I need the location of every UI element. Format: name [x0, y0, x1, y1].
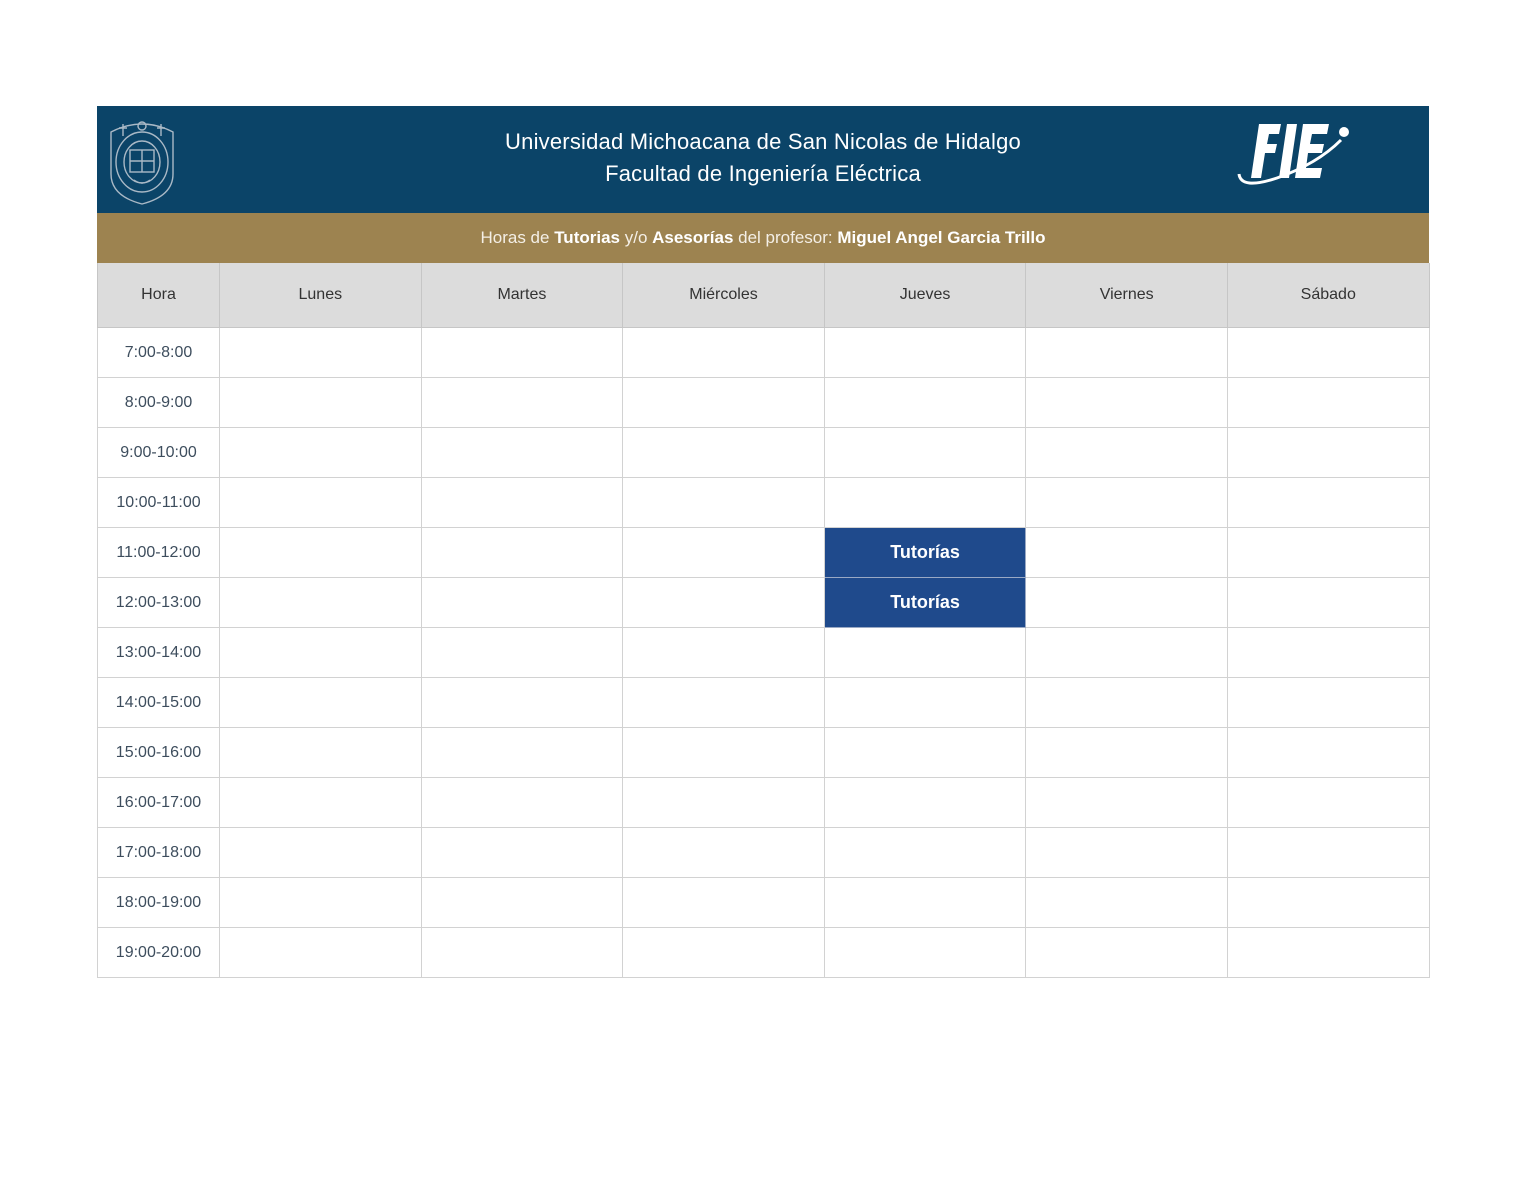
- university-name: Universidad Michoacana de San Nicolas de Hidalgo: [505, 129, 1021, 154]
- hour-cell: 8:00-9:00: [98, 378, 220, 428]
- faculty-name: Facultad de Ingeniería Eléctrica: [605, 161, 921, 186]
- fie-logo-icon: [1237, 118, 1351, 192]
- schedule-cell: [220, 928, 422, 978]
- table-row: [98, 878, 1430, 928]
- schedule-cell: [623, 528, 825, 578]
- subtitle-middle: del profesor:: [733, 228, 838, 247]
- schedule-cell: [824, 628, 1026, 678]
- column-header-viernes: Viernes: [1026, 263, 1228, 328]
- fie-logo-text: FIE: [1237, 118, 1239, 119]
- schedule-cell: [1026, 728, 1228, 778]
- schedule-cell: [421, 728, 623, 778]
- schedule-cell: [421, 928, 623, 978]
- schedule-cell: [623, 728, 825, 778]
- hour-cell: 17:00-18:00: [98, 828, 220, 878]
- schedule-cell: [824, 728, 1026, 778]
- schedule-cell: [220, 678, 422, 728]
- schedule-cell: [1227, 828, 1429, 878]
- column-header-sabado: Sábado: [1227, 263, 1429, 328]
- table-row: [98, 778, 1430, 828]
- subtitle-prefix: Horas de: [480, 228, 555, 247]
- table-row: [98, 728, 1430, 778]
- schedule-cell: [1227, 928, 1429, 978]
- schedule-cell: [623, 378, 825, 428]
- schedule-cell: [824, 828, 1026, 878]
- table-row: [98, 478, 1430, 528]
- schedule-cell: [824, 928, 1026, 978]
- schedule-cell: [220, 628, 422, 678]
- schedule-cell: [623, 878, 825, 928]
- schedule-cell: [1026, 628, 1228, 678]
- schedule-cell: [1227, 628, 1429, 678]
- schedule-cell: [1026, 928, 1228, 978]
- table-row: [98, 378, 1430, 428]
- schedule-cell: [421, 878, 623, 928]
- schedule-cell: [1026, 328, 1228, 378]
- schedule-cell: [1227, 378, 1429, 428]
- header-banner: [97, 106, 1429, 213]
- schedule-cell: [623, 828, 825, 878]
- schedule-cell: [1227, 578, 1429, 628]
- hour-cell: 16:00-17:00: [98, 778, 220, 828]
- hour-cell: 19:00-20:00: [98, 928, 220, 978]
- table-row: [98, 628, 1430, 678]
- schedule-cell: [824, 328, 1026, 378]
- schedule-table: [97, 263, 1430, 978]
- schedule-cell: [623, 778, 825, 828]
- schedule-cell: [623, 578, 825, 628]
- schedule-cell: [824, 778, 1026, 828]
- schedule-cell: [623, 328, 825, 378]
- schedule-cell: [824, 678, 1026, 728]
- schedule-cell: [421, 628, 623, 678]
- schedule-cell: [421, 478, 623, 528]
- hour-cell: 9:00-10:00: [98, 428, 220, 478]
- hour-cell: 10:00-11:00: [98, 478, 220, 528]
- schedule-cell: [421, 428, 623, 478]
- schedule-cell: [220, 378, 422, 428]
- schedule-cell: [421, 528, 623, 578]
- schedule-cell: [824, 878, 1026, 928]
- schedule-cell: [824, 378, 1026, 428]
- schedule-cell: [421, 678, 623, 728]
- tutoring-slot: Tutorías: [824, 528, 1026, 578]
- schedule-cell: [1026, 528, 1228, 578]
- schedule-cell: [1227, 778, 1429, 828]
- schedule-cell: [1026, 578, 1228, 628]
- schedule-cell: [220, 428, 422, 478]
- schedule-cell: [1026, 378, 1228, 428]
- table-row: [98, 678, 1430, 728]
- schedule-cell: [1026, 478, 1228, 528]
- schedule-cell: [421, 378, 623, 428]
- hour-cell: 18:00-19:00: [98, 878, 220, 928]
- schedule-cell: [1026, 678, 1228, 728]
- schedule-cell: [1026, 828, 1228, 878]
- header-titles: [97, 126, 1429, 190]
- table-row: [98, 578, 1430, 628]
- schedule-cell: [1026, 878, 1228, 928]
- schedule-cell: [220, 828, 422, 878]
- schedule-cell: [1227, 428, 1429, 478]
- schedule-cell: [220, 578, 422, 628]
- column-header-jueves: Jueves: [824, 263, 1026, 328]
- hour-cell: 12:00-13:00: [98, 578, 220, 628]
- schedule-cell: [220, 478, 422, 528]
- subtitle-tutorias: Tutorias: [554, 228, 620, 247]
- schedule-cell: [1026, 428, 1228, 478]
- schedule-cell: [220, 778, 422, 828]
- schedule-cell: [1227, 728, 1429, 778]
- schedule-cell: [421, 578, 623, 628]
- subtitle-connector: y/o: [620, 228, 653, 247]
- schedule-cell: [421, 328, 623, 378]
- tutoring-slot: Tutorías: [824, 578, 1026, 628]
- schedule-cell: [1026, 778, 1228, 828]
- table-row: [98, 828, 1430, 878]
- schedule-cell: [623, 628, 825, 678]
- schedule-cell: [1227, 328, 1429, 378]
- table-row: [98, 928, 1430, 978]
- professor-name: Miguel Angel Garcia Trillo: [837, 228, 1046, 247]
- schedule-cell: [623, 678, 825, 728]
- column-header-hora: Hora: [98, 263, 220, 328]
- header-row: [98, 263, 1430, 328]
- schedule-cell: [421, 778, 623, 828]
- schedule-cell: [623, 928, 825, 978]
- schedule-sheet: [97, 106, 1429, 978]
- hour-cell: 7:00-8:00: [98, 328, 220, 378]
- schedule-cell: [824, 478, 1026, 528]
- column-header-lunes: Lunes: [220, 263, 422, 328]
- schedule-cell: [220, 328, 422, 378]
- schedule-cell: [1227, 678, 1429, 728]
- table-row: [98, 528, 1430, 578]
- schedule-cell: [1227, 478, 1429, 528]
- table-row: [98, 328, 1430, 378]
- schedule-body: [98, 328, 1430, 978]
- subtitle-asesorias: Asesorías: [652, 228, 734, 247]
- column-header-miercoles: Miércoles: [623, 263, 825, 328]
- schedule-cell: [1227, 878, 1429, 928]
- schedule-cell: [1227, 528, 1429, 578]
- schedule-cell: [623, 478, 825, 528]
- schedule-cell: [220, 728, 422, 778]
- schedule-cell: [623, 428, 825, 478]
- column-header-martes: Martes: [421, 263, 623, 328]
- hour-cell: 14:00-15:00: [98, 678, 220, 728]
- hour-cell: 11:00-12:00: [98, 528, 220, 578]
- schedule-cell: [220, 878, 422, 928]
- hour-cell: 15:00-16:00: [98, 728, 220, 778]
- schedule-cell: [421, 828, 623, 878]
- hour-cell: 13:00-14:00: [98, 628, 220, 678]
- schedule-cell: [220, 528, 422, 578]
- professor-bar: [97, 213, 1429, 263]
- table-row: [98, 428, 1430, 478]
- schedule-cell: [824, 428, 1026, 478]
